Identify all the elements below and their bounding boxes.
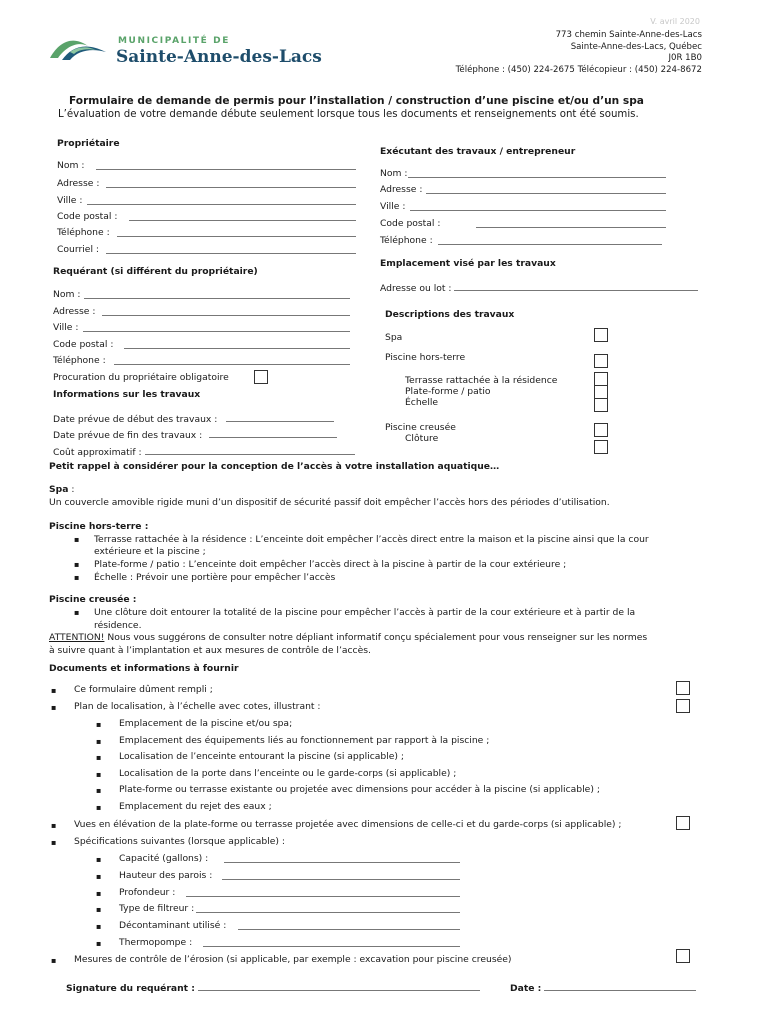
spec-field[interactable] [119,870,212,881]
reminder-above-b3: Échelle : Prévoir une portière pour empêcher l’accès [94,572,336,583]
doc-item2-checkbox[interactable] [676,699,690,713]
spec-label: Décontaminant utilisé : [119,920,227,932]
end-date-line [209,428,337,438]
owner-field-label: Téléphone : [57,227,110,238]
work-info-heading: Informations sur les travaux [53,389,201,400]
logo-name: Sainte-Anne-des-Lacs [116,47,322,67]
spec-label: Type de filtreur : [119,903,195,915]
contractor-heading: Exécutant des travaux / entrepreneur [380,146,576,157]
owner-field[interactable] [57,195,82,206]
bullet-icon: ▪ [96,720,102,729]
date-line [544,981,696,991]
bullet-icon: ▪ [96,786,102,796]
spec-label: Capacité (gallons) : [119,853,209,864]
work-above-checkbox[interactable] [594,354,608,368]
attention-text: Nous vous suggérons de consulter notre dépliant informatif conçu spécialement pour vous renseigner sur les normes [104,632,648,643]
contractor-field[interactable] [380,201,405,212]
doc-sub-item: Plate-forme ou terrasse existante ou projetée avec dimensions pour accéder à la piscine (si applicable) ; [119,784,600,796]
owner-field-label: Nom : [57,160,85,171]
applicant-field[interactable] [53,322,78,333]
spec-label: Hauteur des parois : [119,869,213,881]
contractor-field-label: Code postal : [380,218,441,229]
work-fence-checkbox[interactable] [594,440,608,454]
contractor-field-line [410,210,666,211]
cost-field[interactable] [53,445,355,458]
bullet-icon: ▪ [96,888,102,898]
reminder-inground-b1a: Une clôture doit entourer la totalité de la piscine pour empêcher l’accès à partir de la cour extérieure et à partir de la [94,607,636,618]
contractor-field-label: Téléphone : [380,235,433,246]
bullet-icon: ▪ [51,703,57,712]
location-field[interactable] [380,281,698,294]
doc-item1: Ce formulaire dûment rempli ; [74,684,213,695]
bullet-icon: ▪ [96,905,102,915]
work-inground-label: Piscine creusée [385,422,456,433]
bullet-icon: ▪ [96,769,102,779]
reminder-spa-text: Un couvercle amovible rigide muni d’un dispositif de sécurité passif doit empêcher l’accès hors des périodes d’utilisation. [49,497,610,508]
doc-sub-item: Emplacement des équipements liés au fonctionnement par rapport à la piscine ; [119,734,490,746]
bullet-icon: ▪ [96,736,102,746]
attention-label: ATTENTION! [49,632,105,643]
work-ladder-checkbox[interactable] [594,398,608,412]
reminder-above-b1a: Terrasse rattachée à la résidence : L’enceinte doit empêcher l’accès direct entre la maison et la piscine ainsi que la cour [94,534,649,545]
contractor-field-label: Adresse : [380,184,423,195]
proxy-checkbox[interactable] [254,370,268,384]
end-date-field[interactable] [53,428,337,441]
applicant-field-label: Nom : [53,289,81,300]
form-subtitle: L’évaluation de votre demande débute seulement lorsque tous les documents et renseignements ont été soumis. [58,109,639,120]
applicant-field[interactable] [53,339,113,350]
applicant-field[interactable] [53,289,80,300]
spec-label: Thermopompe : [119,937,193,948]
reminder-above-b1b: extérieure et la piscine ; [94,546,206,557]
owner-field-line [106,187,356,188]
reminder-heading: Petit rappel à considérer pour la conception de l’accès à votre installation aquatique… [49,461,500,472]
reminder-spa-head: Spa [49,484,69,495]
cost-label: Coût approximatif : [53,447,142,458]
bullet-icon: ▪ [74,560,80,569]
owner-field-label: Adresse : [57,178,100,189]
spec-line [224,862,460,863]
contractor-field-label: Nom : [380,168,408,179]
applicant-field-line [102,315,350,316]
applicant-heading: Requérant (si différent du propriétaire) [53,266,258,277]
start-date-label: Date prévue de début des travaux : [53,414,218,425]
header-address3: J0R 1B0 [668,53,702,63]
bullet-icon: ▪ [51,838,57,847]
applicant-field-line [114,364,350,365]
doc-sub-item: Localisation de la porte dans l’enceinte ou le garde-corps (si applicable) ; [119,767,457,779]
contractor-field-label: Ville : [380,201,406,212]
spec-line [196,912,460,913]
date-field[interactable] [510,981,696,994]
bullet-icon: ▪ [96,871,102,881]
header-address1: 773 chemin Sainte-Anne-des-Lacs [555,30,702,40]
proxy-label: Procuration du propriétaire obligatoire [53,372,229,383]
location-heading: Emplacement visé par les travaux [380,258,556,269]
work-ladder-label: Échelle [405,397,439,408]
header-address4: Téléphone : (450) 224-2675 Télécopieur : (450) 224-8672 [455,65,702,75]
form-title: Formulaire de demande de permis pour l’installation / construction d’une piscine et/ou d’un spa [69,95,644,107]
header-date: V. avril 2020 [650,17,700,26]
bullet-icon: ▪ [74,608,80,617]
end-date-label: Date prévue de fin des travaux : [53,430,203,441]
contractor-field[interactable] [380,168,407,179]
logo-top-text: MUNICIPALITÉ DE [118,36,230,46]
owner-field[interactable] [57,160,84,171]
doc-item4: Spécifications suivantes (lorsque applicable) : [74,836,285,847]
applicant-field-label: Téléphone : [53,355,106,366]
signature-field[interactable] [66,981,480,994]
doc-item5: Mesures de contrôle de l’érosion (si applicable, par exemple : excavation pour piscine creusée) [74,954,512,965]
owner-field[interactable] [57,227,110,238]
spec-label: Profondeur : [119,886,176,898]
contractor-field-line [426,193,666,194]
logo-wave-icon [48,34,110,62]
reminder-above-head: Piscine hors-terre : [49,521,149,532]
bullet-icon: ▪ [51,686,57,695]
applicant-field-line [124,348,350,349]
owner-field[interactable] [57,178,99,189]
spec-line [186,896,460,897]
attention-line [49,632,647,643]
spec-field[interactable] [119,920,226,931]
owner-field-label: Courriel : [57,244,100,255]
applicant-field-label: Ville : [53,322,79,333]
owner-field-label: Code postal : [57,211,118,222]
doc-sub-item: Localisation de l’enceinte entourant la piscine (si applicable) ; [119,751,405,763]
work-terrace-checkbox[interactable] [594,372,608,386]
applicant-field-label: Adresse : [53,306,96,317]
reminder-inground-head: Piscine creusée : [49,594,137,605]
contractor-field[interactable] [380,184,422,195]
applicant-field-line [84,298,350,299]
owner-field-line [117,236,356,237]
header-address2: Sainte-Anne-des-Lacs, Québec [570,42,702,52]
applicant-field[interactable] [53,355,106,366]
doc-item2: Plan de localisation, à l’échelle avec cotes, illustrant : [74,701,321,712]
work-above-label: Piscine hors-terre [385,352,466,363]
reminder-spa [49,484,74,495]
reminder-spa-colon: : [68,484,75,495]
signature-line [198,981,480,991]
work-terrace-label: Terrasse rattachée à la résidence [405,375,558,386]
contractor-field[interactable] [380,235,433,246]
signature-label: Signature du requérant : [66,983,195,994]
doc-item1-checkbox[interactable] [676,681,690,695]
bullet-icon: ▪ [96,753,102,763]
spec-field[interactable] [119,937,192,948]
applicant-field-line [83,331,350,332]
bullet-icon: ▪ [74,535,80,544]
start-date-line [226,412,334,422]
work-desc-heading: Descriptions des travaux [385,309,515,320]
work-platform-checkbox[interactable] [594,385,608,399]
reminder-above-b2: Plate-forme / patio : L’enceinte doit empêcher l’accès direct à la piscine à partir de la cour extérieure ; [94,559,567,570]
spec-line [238,929,460,930]
bullet-icon: ▪ [96,803,102,812]
bullet-icon: ▪ [96,939,102,948]
applicant-field-label: Code postal : [53,339,114,350]
owner-field-label: Ville : [57,195,83,206]
contractor-field-line [438,244,662,245]
spec-field[interactable] [119,887,175,898]
documents-heading: Documents et informations à fournir [49,663,239,674]
date-label: Date : [510,983,542,994]
owner-field[interactable] [57,211,117,222]
owner-field-line [87,204,356,205]
owner-field-line [106,253,356,254]
bullet-icon: ▪ [96,922,102,932]
spec-line [203,946,460,947]
owner-field-line [129,220,356,221]
contractor-field-line [476,227,666,228]
work-platform-label: Plate-forme / patio [405,386,491,397]
owner-field[interactable] [57,244,99,255]
location-label: Adresse ou lot : [380,283,452,294]
start-date-field[interactable] [53,412,334,425]
work-inground-checkbox[interactable] [594,423,608,437]
spec-line [222,879,460,880]
bullet-icon: ▪ [74,573,80,582]
bullet-icon: ▪ [96,855,102,864]
doc-item3: Vues en élévation de la plate-forme ou terrasse projetée avec dimensions de celle-ci et du garde-corps (si applicable) ; [74,819,622,830]
owner-field-line [96,169,356,170]
doc-item3-checkbox[interactable] [676,816,690,830]
attention-text2: à suivre quant à l’implantation et aux mesures de contrôle de l’accès. [49,645,371,656]
bullet-icon: ▪ [51,821,57,830]
work-spa-label: Spa [385,332,403,343]
owner-heading: Propriétaire [57,138,120,149]
location-line [454,281,698,291]
doc-sub-item: Emplacement de la piscine et/ou spa; [119,718,293,729]
work-fence-label: Clôture [405,433,439,444]
spec-field[interactable] [119,903,194,914]
doc-sub-item: Emplacement du rejet des eaux ; [119,801,272,812]
contractor-field-line [408,177,666,178]
doc-item5-checkbox[interactable] [676,949,690,963]
applicant-field[interactable] [53,306,95,317]
reminder-inground-b1b: résidence. [94,620,142,631]
cost-line [145,445,355,455]
spec-field[interactable] [119,853,208,864]
work-spa-checkbox[interactable] [594,328,608,342]
bullet-icon: ▪ [51,956,57,965]
contractor-field[interactable] [380,218,440,229]
